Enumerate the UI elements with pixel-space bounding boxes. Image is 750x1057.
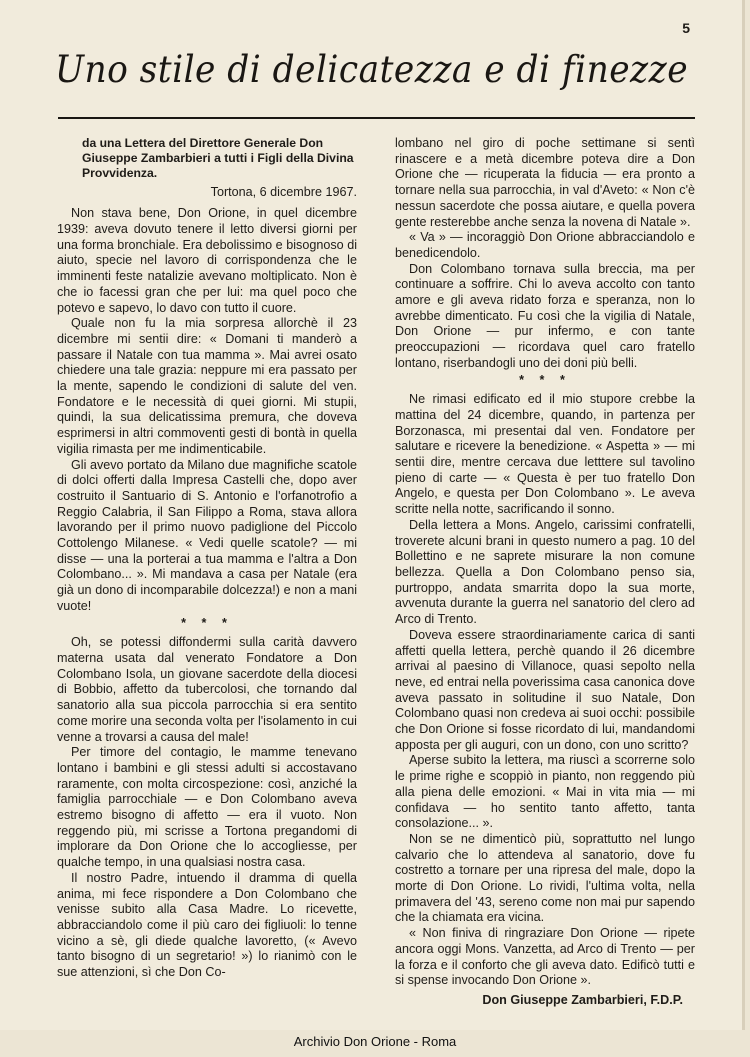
paragraph: Quale non fu la mia sorpresa allorchè il 23 dicembre mi sentii dire: « Domani ti manderò a passare il Natale con tua mamma ». Mai avrei osato chiedere una tale grazia: neppure mi era passato per la mente, sapendo le condizioni di salute del ven. Fondatore e le necessità di quei giorni. Mi stupii, quindi, la sua delicatissima premura, che doveva esprimersi in altri commoventi gesti di bontà in quella vigilia rimasta per me indimenticabile. — [57, 316, 357, 456]
paragraph: « Va » — incoraggiò Don Orione abbracciandolo e benedicendolo. — [395, 230, 695, 260]
section-separator: * * * — [519, 372, 571, 387]
paragraph: Don Colombano tornava sulla breccia, ma per continuare a soffrire. Chi lo aveva accolto con tanto amore e gli aveva ridato forza e speranza, non lo avrebbe dimenticato. Fu così che la vigilia di Natale, Don Orione — pur infermo, e con tante preoccupazioni — ricordava quel caro fratello lontano, riserbandogli uno dei doni più belli. — [395, 261, 695, 370]
dateline: Tortona, 6 dicembre 1967. — [210, 184, 357, 199]
archive-footer: Archivio Don Orione - Roma — [293, 1034, 457, 1049]
paragraph: lombano nel giro di poche settimane si sentì rinascere e a metà dicembre poteva dire a Don Orione che — ricuperata la fiducia — era pronto a tornare nella sua parrocchia, in val d'Aveto: « Non c'è nessun sacerdote che possa aiutare, e quella povera gente resterebbe anche senza la novena di Natale ». — [395, 136, 695, 229]
right-column — [395, 136, 695, 1009]
paragraph: Per timore del contagio, le mamme tenevano lontano i bambini e gli stessi adulti si accostavano raramente, con molta circospezione: così, anziché la famiglia parrocchiale — e Don Colombano aveva estremo bisogno di affetto — era il vuoto. Non reggendo più, mi scrisse a Tortona pregandomi di implorare da Don Orione che lo accogliesse, per qualche tempo, in una qualsiasi nostra casa. — [57, 745, 357, 870]
left-column — [57, 136, 357, 981]
section-separator: * * * — [181, 615, 233, 630]
paragraph: Il nostro Padre, intuendo il dramma di quella anima, mi fece rispondere a Don Colombano che venisse subito alla Casa Madre. Lo ricevette, abbracciandolo come il più caro dei figliuoli: lo tenne vicino a sè, gli diede qualche lavoretto, (« Avevo tanto bisogno di un segretario! ») lo rianimò con le sue attenzioni, sì che Don Co- — [57, 870, 357, 980]
paragraph: Doveva essere straordinariamente carica di santi affetti quella lettera, perchè quando il 26 dicembre arrivai al paesino di Villanoce, quasi sepolto nella neve, ed entrai nella poverissima casa canonica dove aveva passato in solitudine il suo Natale, Don Colombano quasi non credeva ai suoi occhi: possibile che Don Orione si fosse ricordato di lui, mandandomi apposta per gli auguri, con un dono, con uno scritto? — [395, 627, 695, 752]
paragraph: Gli avevo portato da Milano due magnifiche scatole di dolci offerti dalla Impresa Castelli che, dopo aver costruito il Santuario di S. Antonio e l'orfanotrofio a Reggio Calabria, il San Filippo a Roma, stava allora lavorando per il primo nuovo padiglione del Piccolo Cottolengo Milanese. « Vedi quelle scatole? — mi disse — una la porterai a tua mamma e l'altra a Don Colombano... ». Mi mandava a casa per Natale (era già un dono di incomparabile dolcezza!) e non a mani vuote! — [57, 457, 357, 613]
article-intro: da una Lettera del Direttore Generale Don Giuseppe Zambarbieri a tutti i Figli della Divina Provvidenza. — [82, 136, 354, 181]
author-signature: Don Giuseppe Zambarbieri, F.D.P. — [482, 992, 683, 1007]
page-number: 5 — [682, 20, 690, 36]
paragraph: Della lettera a Mons. Angelo, carissimi confratelli, troverete alcuni brani in questo numero a pag. 10 del Bollettino e ne saprete misurare la non comune bellezza. Quella a Don Colombano penso sia, purtroppo, andata smarrita dopo la sua morte, avvenuta durante la guerra nel sanatorio del clero ad Arco di Trento. — [395, 517, 695, 627]
paragraph: « Non finiva di ringraziare Don Orione — ripete ancora oggi Mons. Vanzetta, ad Arco di Trento — per la forza e il conforto che gli aveva dato. Edificò tutti e si spense invocando Don Orione ». — [395, 926, 695, 988]
paragraph: Ne rimasi edificato ed il mio stupore crebbe la mattina del 24 dicembre, quando, in partenza per Borzonasca, mi presentai dal ven. Fondatore per salutare e ricevere la benedizione. « Aspetta » — mi sentii dire, mentre cercava due letttere sul tavolino pieno di carte — « Questa è per tuo fratello Don Angelo, e questa per Don Colombano ». Le aveva scritte nella notte, sacrificando il sonno. — [395, 392, 695, 517]
paragraph: Non se ne dimenticò più, soprattutto nel lungo calvario che lo attendeva al sanatorio, dove fu costretto a tornare per una ripresa del male, dopo la morte di Don Orione. Lo rividi, l'ultima volta, nella primavera del '43, sereno come non mai pur sapendo che la chiamata era vicina. — [395, 831, 695, 925]
paragraph: Aperse subito la lettera, ma riuscì a scorrerne solo le prime righe e scoppiò in pianto, non reggendo più alla piena delle emozioni. « Mai in vita mia — mi confidava — ho sentito tanto affetto, tanta consolazione... ». — [395, 753, 695, 831]
title-divider — [58, 117, 695, 119]
article-title: Uno stile di delicatezza e di finezze — [55, 48, 689, 91]
paragraph: Non stava bene, Don Orione, in quel dicembre 1939: aveva dovuto tenere il letto diversi giorni per una forma bronchiale. Era debolissimo e bisognoso di aiuto, specie nel lavoro di corrispondenza che le imminenti feste natalizie avevano moltiplicato. Non è che io facessi gran che per lui: ma quel poco che potevo e sapevo, lo davo con tutto il cuore. — [57, 206, 357, 315]
paragraph: Oh, se potessi diffondermi sulla carità davvero materna usata dal venerato Fondatore a Don Colombano Isola, un giovane sacerdote della diocesi di Bobbio, affetto da tubercolosi, che tornando dal sanatorio alla sua piccola parrocchia si era sentito come morire una seconda volta per l'isolamento in cui venne a trovarsi a causa del male! — [57, 635, 357, 744]
